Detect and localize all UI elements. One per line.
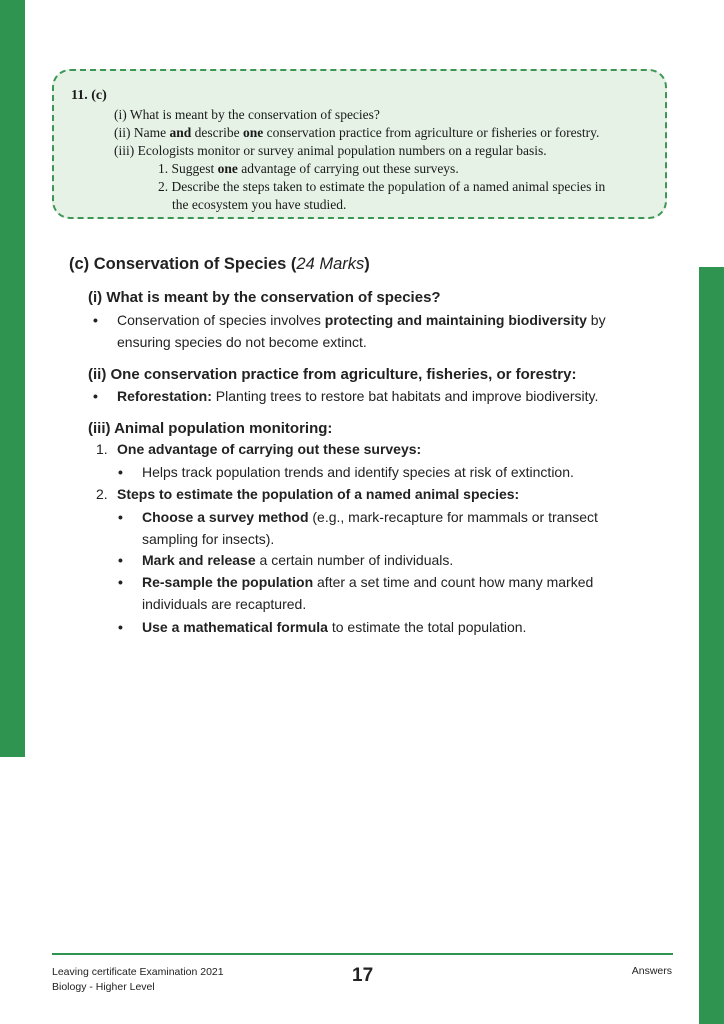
step-list-item: • Re-sample the population after a set time and count how many marked individuals are recaptured. xyxy=(118,571,638,615)
footer-section-label: Answers xyxy=(631,965,672,977)
part-i-heading: (i) What is meant by the conservation of species? xyxy=(88,289,441,306)
question-part-iii: (iii) Ecologists monitor or survey animal population numbers on a regular basis. xyxy=(114,143,547,158)
footer-exam-level: Biology - Higher Level xyxy=(52,981,155,993)
footer-exam-info xyxy=(52,965,224,995)
question-number: 11. (c) xyxy=(71,88,107,103)
part-iii-heading: (iii) Animal population monitoring: xyxy=(88,420,333,437)
question-part-i: (i) What is meant by the conservation of species? xyxy=(114,107,380,122)
question-subpart-2-continued: the ecosystem you have studied. xyxy=(172,197,347,212)
question-part-ii: (ii) Name and describe one conservation practice from agriculture or fisheries or forestry. xyxy=(114,125,600,140)
step-list-item: • Use a mathematical formula to estimate the total population. xyxy=(118,616,638,638)
question-subpart-2: 2. Describe the steps taken to estimate the population of a named animal species in xyxy=(158,179,606,194)
answer-heading: (c) Conservation of Species (24 Marks) xyxy=(69,255,370,273)
footer-divider xyxy=(52,953,673,955)
bullet-icon: • xyxy=(118,552,123,568)
bullet-icon: • xyxy=(118,574,123,590)
question-subpart-1: 1. Suggest one advantage of carrying out these surveys. xyxy=(158,161,459,176)
left-accent-bar xyxy=(0,0,25,757)
bullet-icon: • xyxy=(118,509,123,525)
bullet-icon: • xyxy=(118,464,123,480)
bullet-icon: • xyxy=(93,388,98,404)
part-iii-item-1-bullet: • Helps track population trends and identify species at risk of extinction. xyxy=(118,461,638,483)
step-list-item: • Mark and release a certain number of individuals. xyxy=(118,549,638,571)
step-list-item: • Choose a survey method (e.g., mark-recapture for mammals or transect sampling for insects). xyxy=(118,506,638,550)
part-ii-heading: (ii) One conservation practice from agriculture, fisheries, or forestry: xyxy=(88,366,577,383)
bullet-icon: • xyxy=(118,619,123,635)
question-box xyxy=(52,69,667,219)
page-number: 17 xyxy=(352,965,374,986)
right-accent-bar xyxy=(699,267,724,1024)
bullet-icon: • xyxy=(93,312,98,328)
part-i-bullet: • Conservation of species involves protecting and maintaining biodiversity by ensuring species do not become extinct. xyxy=(93,309,633,353)
footer-exam-title: Leaving certificate Examination 2021 xyxy=(52,966,224,978)
part-ii-bullet: • Reforestation: Planting trees to restore bat habitats and improve biodiversity. xyxy=(93,385,633,407)
